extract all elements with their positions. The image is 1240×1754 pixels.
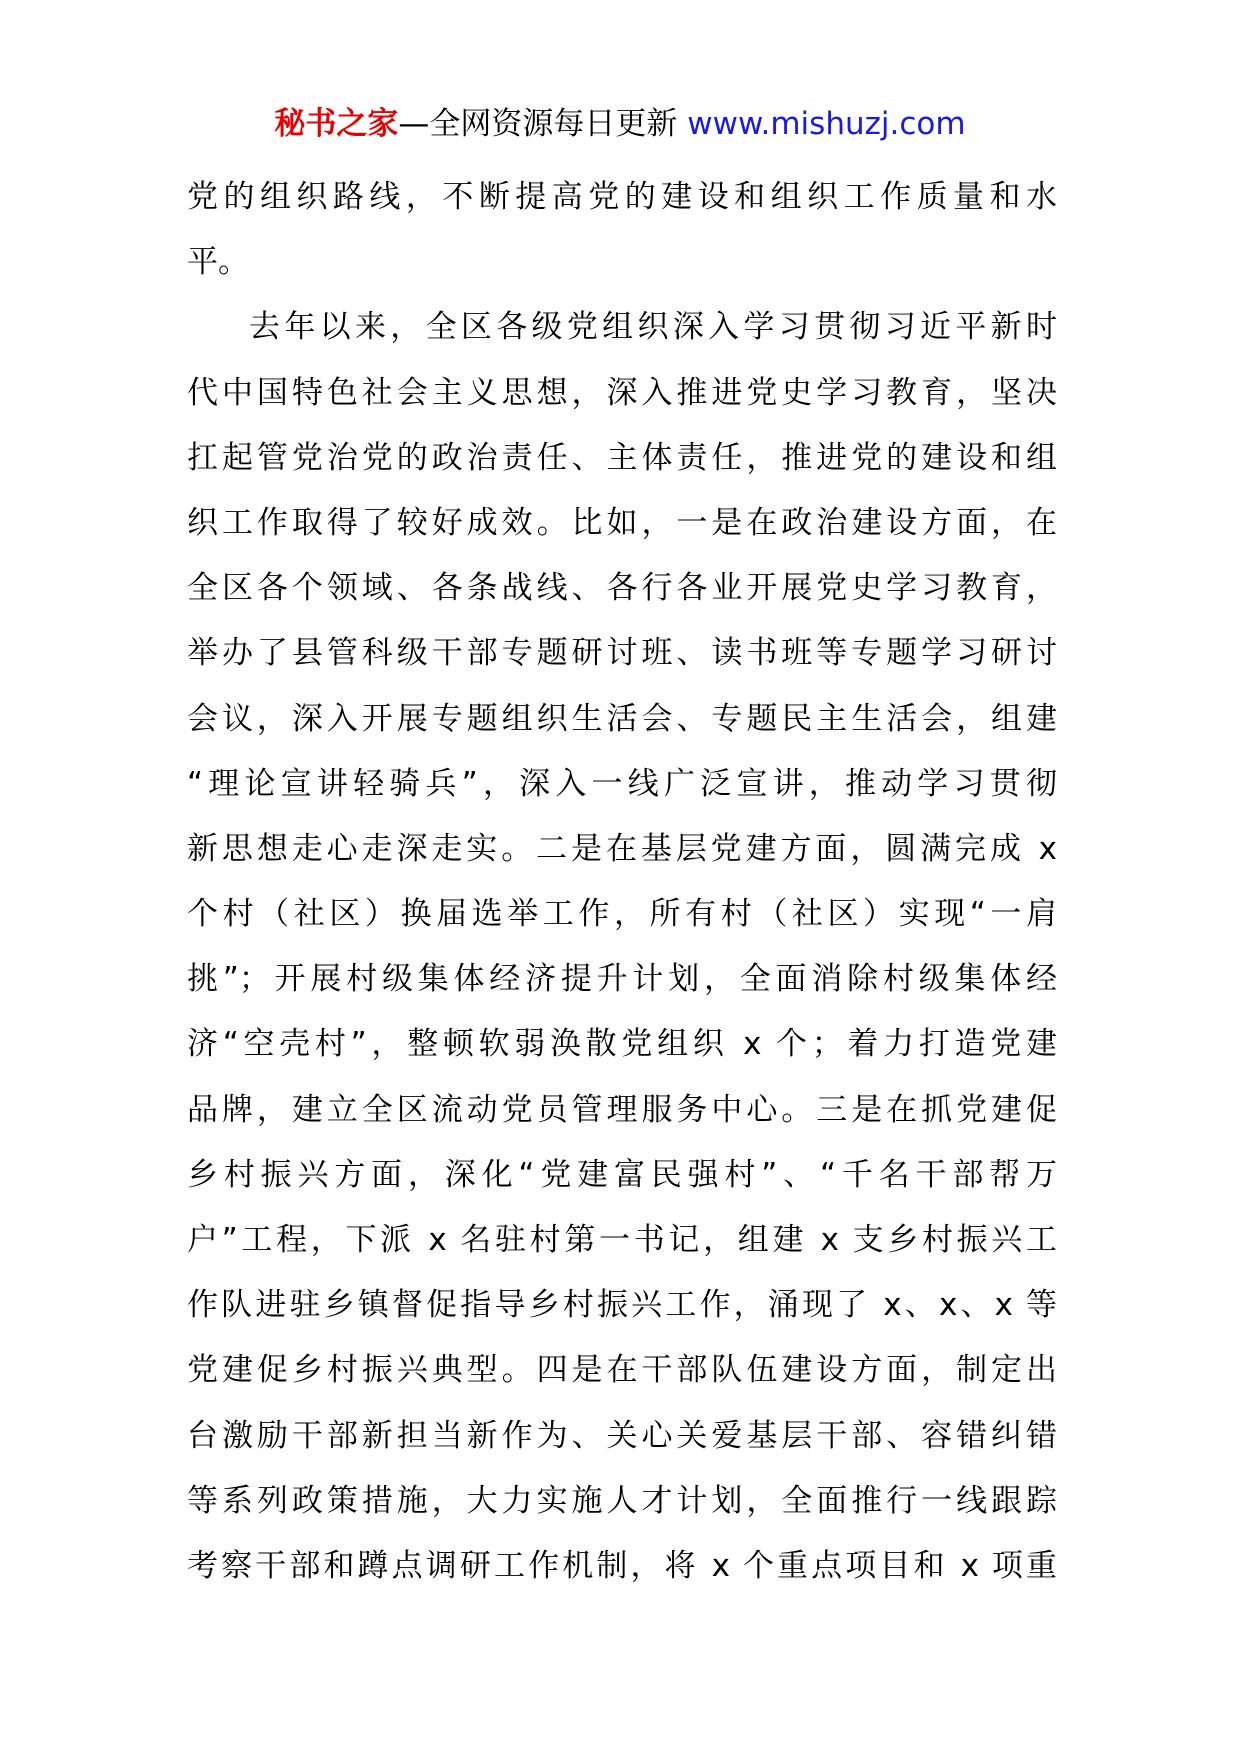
text-line: 台激励干部新担当新作为、关心关爱基层干部、容错纠错 bbox=[187, 1417, 1057, 1454]
text-line: 代中国特色社会主义思想，深入推进党史学习教育，坚决 bbox=[187, 374, 1057, 411]
paragraph-first-line: 去年以来，全区各级党组织深入学习贯彻习近平新时 bbox=[249, 309, 1057, 346]
body-text bbox=[187, 165, 1057, 1599]
text-line: 考察干部和蹲点调研工作机制，将 x 个重点项目和 x 项重 bbox=[187, 1547, 1057, 1584]
text-line: 户”工程，下派 x 名驻村第一书记，组建 x 支乡村振兴工 bbox=[187, 1222, 1057, 1258]
text-line: 党的组织路线，不断提高党的建设和组织工作质量和水 bbox=[187, 179, 1057, 215]
text-line: 挑”；开展村级集体经济提升计划，全面消除村级集体经 bbox=[187, 961, 1057, 998]
text-line: 平。 bbox=[187, 244, 249, 281]
text-line: 全区各个领域、各条战线、各行各业开展党史学习教育， bbox=[187, 570, 1057, 607]
text-line: 织工作取得了较好成效。比如，一是在政治建设方面，在 bbox=[187, 504, 1057, 541]
text-line: 作队进驻乡镇督促指导乡村振兴工作，涌现了 x、x、x 等 bbox=[187, 1287, 1057, 1324]
text-line: 济“空壳村”，整顿软弱涣散党组织 x 个；着力打造党建 bbox=[187, 1026, 1057, 1063]
text-line: 扛起管党治党的政治责任、主体责任，推进党的建设和组 bbox=[187, 439, 1057, 476]
text-line: 品牌，建立全区流动党员管理服务中心。三是在抓党建促 bbox=[187, 1091, 1057, 1128]
site-header bbox=[0, 98, 1240, 150]
text-line: 乡村振兴方面，深化“党建富民强村”、“千名干部帮万 bbox=[187, 1156, 1057, 1193]
text-line: 举办了县管科级干部专题研讨班、读书班等专题学习研讨 bbox=[187, 635, 1057, 672]
text-line: 党建促乡村振兴典型。四是在干部队伍建设方面，制定出 bbox=[187, 1352, 1057, 1389]
site-url: www.mishuzj.com bbox=[687, 106, 966, 142]
site-tagline: —全网资源每日更新 bbox=[398, 106, 678, 142]
text-line: 会议，深入开展专题组织生活会、专题民主生活会，组建 bbox=[187, 700, 1057, 737]
site-brand: 秘书之家 bbox=[274, 106, 399, 142]
text-line: “理论宣讲轻骑兵”，深入一线广泛宣讲，推动学习贯彻 bbox=[187, 765, 1057, 802]
text-line: 新思想走心走深走实。二是在基层党建方面，圆满完成 x bbox=[187, 830, 1057, 867]
text-line: 个村（社区）换届选举工作，所有村（社区）实现“一肩 bbox=[187, 896, 1057, 933]
text-line: 等系列政策措施，大力实施人才计划，全面推行一线跟踪 bbox=[187, 1482, 1057, 1519]
